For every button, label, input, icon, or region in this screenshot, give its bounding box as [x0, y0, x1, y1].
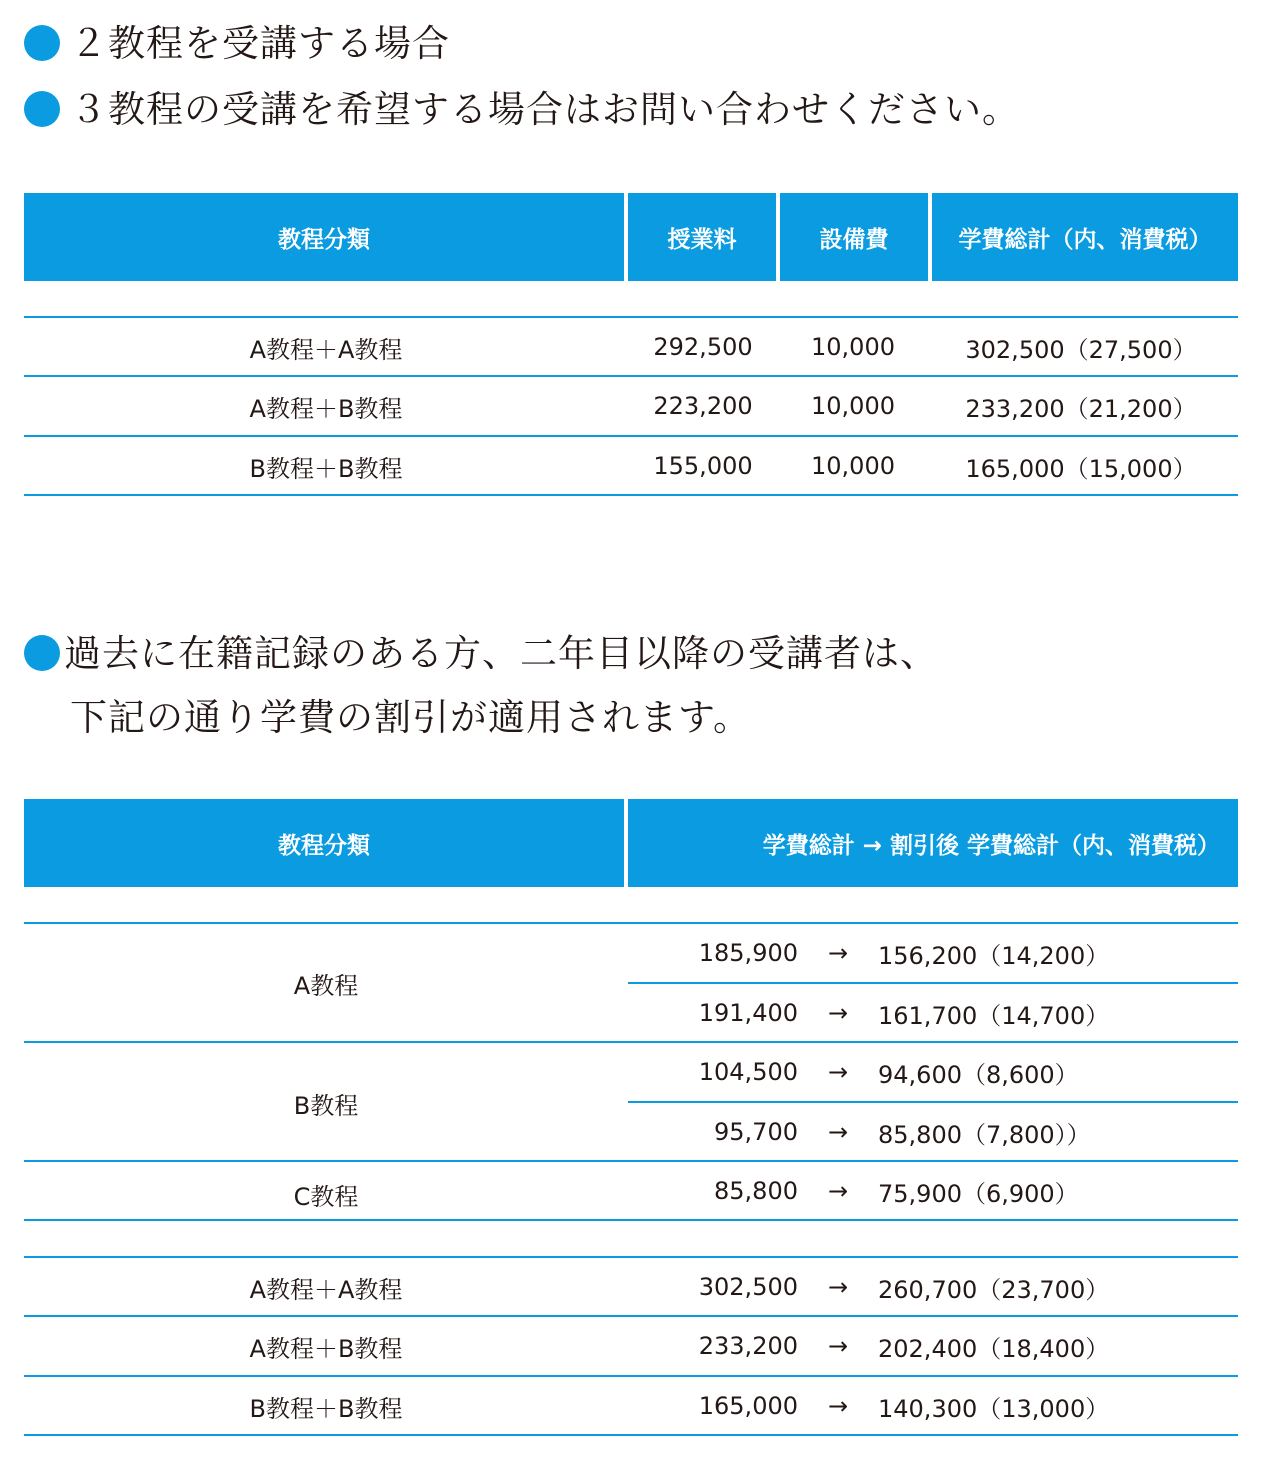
table-row: [24, 1317, 1238, 1375]
table-row: [24, 318, 1238, 376]
price-after: 260,700（23,700）: [878, 1275, 1110, 1304]
table-row: [24, 377, 1238, 435]
divider: [24, 494, 1238, 496]
arrow-right-icon: →: [827, 1273, 849, 1301]
note-text: ２教程を受講する場合: [70, 22, 450, 65]
cell-course: B教程: [293, 1092, 359, 1120]
cell-equipment: 10,000: [811, 333, 895, 361]
header-course: 教程分類: [24, 193, 624, 281]
header-total: 学費総計（内、消費税）: [932, 193, 1238, 281]
cell-course: A教程＋B教程: [249, 394, 403, 423]
price-before: 233,200: [698, 1332, 798, 1360]
arrow-right-icon: →: [827, 1332, 849, 1360]
table1-header: [24, 193, 1238, 281]
cell-course: A教程＋A教程: [249, 335, 403, 364]
cell-total: 165,000（15,000）: [965, 454, 1197, 483]
note-text: ３教程の受講を希望する場合はお問い合わせください。: [70, 88, 1020, 131]
cell-tuition: 155,000: [653, 452, 753, 480]
note-text: 過去に在籍記録のある方、二年目以降の受講者は、: [64, 632, 938, 675]
cell-course: C教程: [293, 1183, 359, 1211]
cell-equipment: 10,000: [811, 452, 895, 480]
cell-course: A教程＋B教程: [249, 1334, 403, 1363]
divider: [24, 1434, 1238, 1436]
divider: [24, 1219, 1238, 1221]
table-row: [24, 1377, 1238, 1435]
header-tuition: 授業料: [628, 193, 776, 281]
cell-course: B教程＋B教程: [249, 454, 403, 483]
arrow-right-icon: →: [827, 1058, 849, 1086]
table-row: [24, 1258, 1238, 1316]
header-discount: 学費総計 → 割引後 学費総計（内、消費税）: [628, 799, 1238, 887]
price-after: 94,600（8,600）: [878, 1060, 1079, 1089]
arrow-right-icon: →: [827, 999, 849, 1027]
header-course: 教程分類: [24, 799, 624, 887]
note-two-courses: [24, 14, 450, 74]
price-after: 75,900（6,900）: [878, 1179, 1079, 1208]
header-equipment: 設備費: [780, 193, 928, 281]
price-before: 302,500: [698, 1273, 798, 1301]
table2-header: [24, 799, 1238, 887]
price-after: 156,200（14,200）: [878, 941, 1110, 970]
price-before: 95,700: [714, 1118, 798, 1146]
price-after: 161,700（14,700）: [878, 1001, 1110, 1030]
note-text: 下記の通り学費の割引が適用されます。: [70, 696, 752, 739]
note-three-courses: [24, 80, 1020, 140]
arrow-right-icon: →: [827, 1118, 849, 1146]
cell-equipment: 10,000: [811, 392, 895, 420]
price-before: 165,000: [698, 1392, 798, 1420]
bullet-icon: [24, 25, 60, 61]
arrow-right-icon: →: [827, 939, 849, 967]
discount-line: [628, 1103, 1238, 1161]
cell-tuition: 223,200: [653, 392, 753, 420]
table-row: [24, 437, 1238, 495]
cell-course: B教程＋B教程: [249, 1394, 403, 1423]
price-before: 85,800: [714, 1177, 798, 1205]
bullet-icon: [24, 91, 60, 127]
discount-line: [628, 1043, 1238, 1101]
note-discount: [24, 624, 938, 684]
price-after: 202,400（18,400）: [878, 1334, 1110, 1363]
cell-total: 233,200（21,200）: [965, 394, 1197, 423]
price-before: 185,900: [698, 939, 798, 967]
bullet-icon: [24, 635, 60, 671]
cell-course: A教程＋A教程: [249, 1275, 403, 1304]
price-before: 191,400: [698, 999, 798, 1027]
price-after: 140,300（13,000）: [878, 1394, 1110, 1423]
arrow-right-icon: →: [827, 1392, 849, 1420]
price-after: 85,800（7,800））: [878, 1120, 1091, 1149]
cell-course: A教程: [293, 972, 359, 1000]
arrow-right-icon: →: [827, 1177, 849, 1205]
price-before: 104,500: [698, 1058, 798, 1086]
cell-total: 302,500（27,500）: [965, 335, 1197, 364]
cell-tuition: 292,500: [653, 333, 753, 361]
discount-line: [628, 1162, 1238, 1220]
discount-line: [628, 984, 1238, 1042]
note-discount-line2: [24, 688, 751, 748]
discount-line: [628, 924, 1238, 982]
